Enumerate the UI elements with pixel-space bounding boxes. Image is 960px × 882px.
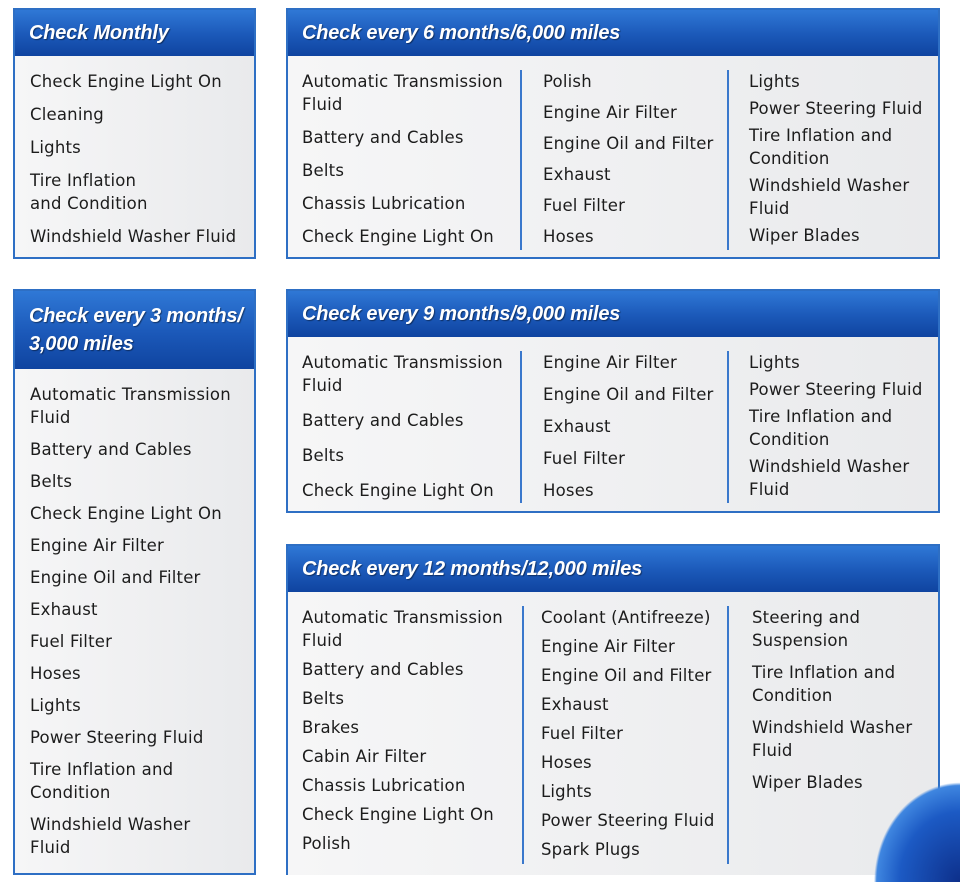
list-item: Lights — [541, 782, 592, 801]
list-item: Fuel Filter — [541, 724, 624, 743]
list-item: Engine Oil and Filter — [30, 568, 201, 587]
six-month-header: Check every 6 months/6,000 miles — [288, 10, 938, 56]
list-item: Wiper Blades — [752, 773, 863, 792]
list-item: Fuel Filter — [543, 449, 626, 468]
list-item: Battery and Cables — [302, 128, 464, 147]
list-item: Check Engine Light On — [302, 227, 494, 246]
nine-month-col-2 — [543, 351, 729, 503]
monthly-list — [30, 70, 252, 248]
list-item: Polish — [302, 834, 351, 853]
six-month-col-3 — [749, 70, 931, 247]
list-item: Engine Air Filter — [30, 536, 164, 555]
list-item: Power Steering Fluid — [749, 99, 923, 118]
list-item: Hoses — [30, 664, 81, 683]
list-item: Cleaning — [30, 105, 104, 124]
list-item: Battery and Cables — [30, 440, 192, 459]
list-item: Battery and Cables — [302, 660, 464, 679]
list-item: Automatic Transmission Fluid — [30, 385, 231, 427]
list-item: Hoses — [543, 227, 594, 246]
list-item: Wiper Blades — [749, 226, 860, 245]
list-item: Check Engine Light On — [302, 481, 494, 500]
list-item: Chassis Lubrication — [302, 194, 466, 213]
list-item: Fuel Filter — [543, 196, 626, 215]
list-item: Engine Air Filter — [543, 353, 677, 372]
twelve-month-col-1 — [302, 606, 524, 864]
nine-month-panel — [286, 289, 940, 513]
list-item: Hoses — [543, 481, 594, 500]
list-item: Lights — [30, 696, 81, 715]
nine-month-col-1 — [302, 351, 522, 503]
three-month-panel — [13, 289, 256, 875]
list-item: Exhaust — [30, 600, 98, 619]
list-item: Battery and Cables — [302, 411, 464, 430]
decorative-swoosh — [865, 772, 960, 882]
list-item: Power Steering Fluid — [30, 728, 204, 747]
list-item: Spark Plugs — [541, 840, 640, 859]
list-item: Steering and Suspension — [752, 608, 861, 650]
list-item: Tire Inflation and Condition — [749, 126, 893, 168]
list-item: Automatic Transmission Fluid — [302, 72, 503, 114]
list-item: Belts — [302, 689, 345, 708]
list-item: Lights — [30, 138, 81, 157]
twelve-month-panel — [286, 544, 940, 875]
list-item: Polish — [543, 72, 592, 91]
list-item: Hoses — [541, 753, 592, 772]
three-month-list — [30, 383, 252, 859]
twelve-month-col-2 — [541, 606, 729, 864]
six-month-col-2 — [543, 70, 729, 250]
six-month-col-1 — [302, 70, 522, 250]
list-item: Exhaust — [543, 417, 611, 436]
list-item: Engine Air Filter — [541, 637, 675, 656]
six-month-panel — [286, 8, 940, 259]
nine-month-col-3 — [749, 351, 931, 501]
list-item: Cabin Air Filter — [302, 747, 427, 766]
list-item: Windshield Washer Fluid — [749, 457, 910, 499]
list-item: Exhaust — [543, 165, 611, 184]
list-item: Tire Inflation and Condition — [752, 663, 896, 705]
list-item: Engine Oil and Filter — [543, 134, 714, 153]
list-item: Belts — [302, 161, 345, 180]
list-item: Check Engine Light On — [302, 805, 494, 824]
twelve-month-header: Check every 12 months/12,000 miles — [288, 546, 938, 592]
monthly-panel — [13, 8, 256, 259]
list-item: Check Engine Light On — [30, 504, 222, 523]
twelve-month-col-3 — [752, 606, 927, 794]
list-item: Windshield Washer Fluid — [30, 815, 191, 857]
nine-month-header: Check every 9 months/9,000 miles — [288, 291, 938, 337]
list-item: Engine Oil and Filter — [543, 385, 714, 404]
list-item: Check Engine Light On — [30, 72, 222, 91]
list-item: Lights — [749, 353, 800, 372]
list-item: Engine Oil and Filter — [541, 666, 712, 685]
list-item: Lights — [749, 72, 800, 91]
list-item: Tire Inflation and Condition — [30, 760, 174, 802]
list-item: Tire Inflation and Condition — [30, 171, 148, 213]
list-item: Belts — [30, 472, 73, 491]
list-item: Windshield Washer Fluid — [752, 718, 913, 760]
list-item: Power Steering Fluid — [541, 811, 715, 830]
list-item: Automatic Transmission Fluid — [302, 353, 503, 395]
monthly-header: Check Monthly — [15, 10, 254, 56]
list-item: Tire Inflation and Condition — [749, 407, 893, 449]
list-item: Power Steering Fluid — [749, 380, 923, 399]
list-item: Coolant (Antifreeze) — [541, 608, 711, 627]
list-item: Belts — [302, 446, 345, 465]
list-item: Engine Air Filter — [543, 103, 677, 122]
list-item: Exhaust — [541, 695, 609, 714]
list-item: Windshield Washer Fluid — [749, 176, 910, 218]
three-month-header: Check every 3 months/ 3,000 miles — [15, 291, 254, 369]
list-item: Brakes — [302, 718, 360, 737]
list-item: Windshield Washer Fluid — [30, 227, 237, 246]
list-item: Automatic Transmission Fluid — [302, 608, 503, 650]
list-item: Chassis Lubrication — [302, 776, 466, 795]
list-item: Fuel Filter — [30, 632, 113, 651]
